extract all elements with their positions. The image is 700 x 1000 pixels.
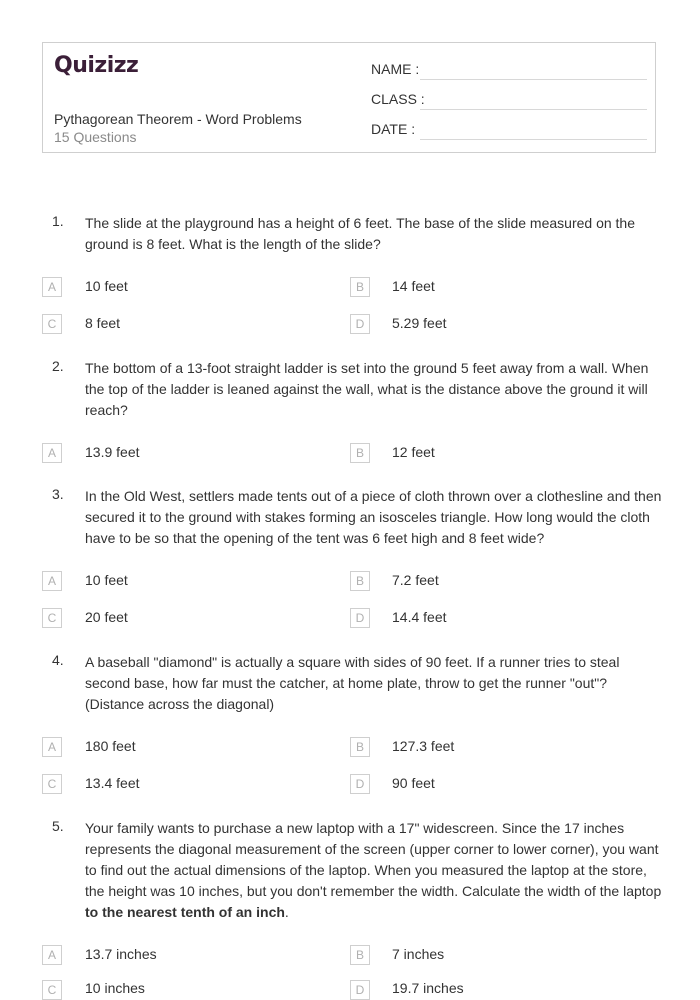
- question-text-emphasis: to the nearest tenth of an inch: [85, 904, 285, 920]
- option-letter-box[interactable]: C: [42, 608, 62, 628]
- quizizz-logo: Quizizz: [54, 53, 139, 78]
- option-text: 13.7 inches: [85, 946, 157, 962]
- question-number: 2.: [52, 358, 64, 374]
- option-text: 10 feet: [85, 572, 128, 588]
- date-field[interactable]: [420, 139, 647, 140]
- option-letter-box[interactable]: C: [42, 314, 62, 334]
- question-number: 5.: [52, 818, 64, 834]
- option-text: 127.3 feet: [392, 738, 455, 754]
- option-letter-box[interactable]: A: [42, 945, 62, 965]
- option-text: 13.9 feet: [85, 444, 140, 460]
- question-text: In the Old West, settlers made tents out of a piece of cloth thrown over a clothesline and then secured it to the ground with stakes forming an isosceles triangle. How long would the cloth have to be so that the opening of the tent was 6 feet high and 8 feet wide?: [85, 488, 662, 546]
- option-text: 8 feet: [85, 315, 121, 331]
- option-text: 7.2 feet: [392, 572, 439, 588]
- question-text: The slide at the playground has a height of 6 feet. The base of the slide measured on the ground is 8 feet. What is the length of the slide?: [85, 215, 635, 252]
- worksheet-title: Pythagorean Theorem - Word Problems: [54, 111, 302, 127]
- class-field[interactable]: [420, 109, 647, 110]
- option-text: 13.4 feet: [85, 775, 140, 791]
- option-text: 10 inches: [85, 980, 145, 996]
- option-letter-box[interactable]: B: [350, 737, 370, 757]
- question-text: A baseball "diamond" is actually a square with sides of 90 feet. If a runner tries to steal second base, how far must the catcher, at home plate, throw to get the runner "out"? (Distance across the diagonal): [85, 654, 620, 712]
- option-letter-box[interactable]: B: [350, 277, 370, 297]
- question-text-end: .: [284, 904, 289, 920]
- question-text-main: Your family wants to purchase a new laptop with a 17" widescreen. Since the 17 inches represents the diagonal measurement of the screen (upper corner to lower corner), you want to find out the actual dimensions of the laptop. When you measured the laptop at the store, the height was 10 inches, but you don't remember the width. Calculate the width of the laptop: [85, 820, 662, 899]
- name-field[interactable]: [420, 79, 647, 80]
- option-letter-box[interactable]: C: [42, 980, 62, 1000]
- option-text: 5.29 feet: [392, 315, 447, 331]
- option-letter-box[interactable]: D: [350, 774, 370, 794]
- question-text: [85, 818, 665, 923]
- option-text: 20 feet: [85, 609, 128, 625]
- option-text: 180 feet: [85, 738, 136, 754]
- option-letter-box[interactable]: A: [42, 571, 62, 591]
- date-label: DATE :: [371, 121, 416, 137]
- option-text: 14.4 feet: [392, 609, 447, 625]
- worksheet-header: [42, 42, 656, 153]
- option-letter-box[interactable]: D: [350, 980, 370, 1000]
- question-number: 1.: [52, 213, 64, 229]
- option-text: 19.7 inches: [392, 980, 464, 996]
- question-count: 15 Questions: [54, 129, 137, 145]
- option-text: 90 feet: [392, 775, 435, 791]
- option-letter-box[interactable]: D: [350, 608, 370, 628]
- option-text: 12 feet: [392, 444, 435, 460]
- question-text: The bottom of a 13-foot straight ladder is set into the ground 5 feet away from a wall. When the top of the ladder is leaned against the wall, what is the distance above the ground it will reach?: [85, 360, 649, 418]
- question-number: 3.: [52, 486, 64, 502]
- option-letter-box[interactable]: C: [42, 774, 62, 794]
- class-label: CLASS :: [371, 91, 425, 107]
- option-letter-box[interactable]: D: [350, 314, 370, 334]
- name-label: NAME :: [371, 61, 420, 77]
- option-text: 7 inches: [392, 946, 445, 962]
- option-letter-box[interactable]: A: [42, 277, 62, 297]
- option-letter-box[interactable]: B: [350, 571, 370, 591]
- option-text: 10 feet: [85, 278, 128, 294]
- option-letter-box[interactable]: B: [350, 443, 370, 463]
- option-letter-box[interactable]: B: [350, 945, 370, 965]
- option-letter-box[interactable]: A: [42, 443, 62, 463]
- option-text: 14 feet: [392, 278, 435, 294]
- option-letter-box[interactable]: A: [42, 737, 62, 757]
- question-number: 4.: [52, 652, 64, 668]
